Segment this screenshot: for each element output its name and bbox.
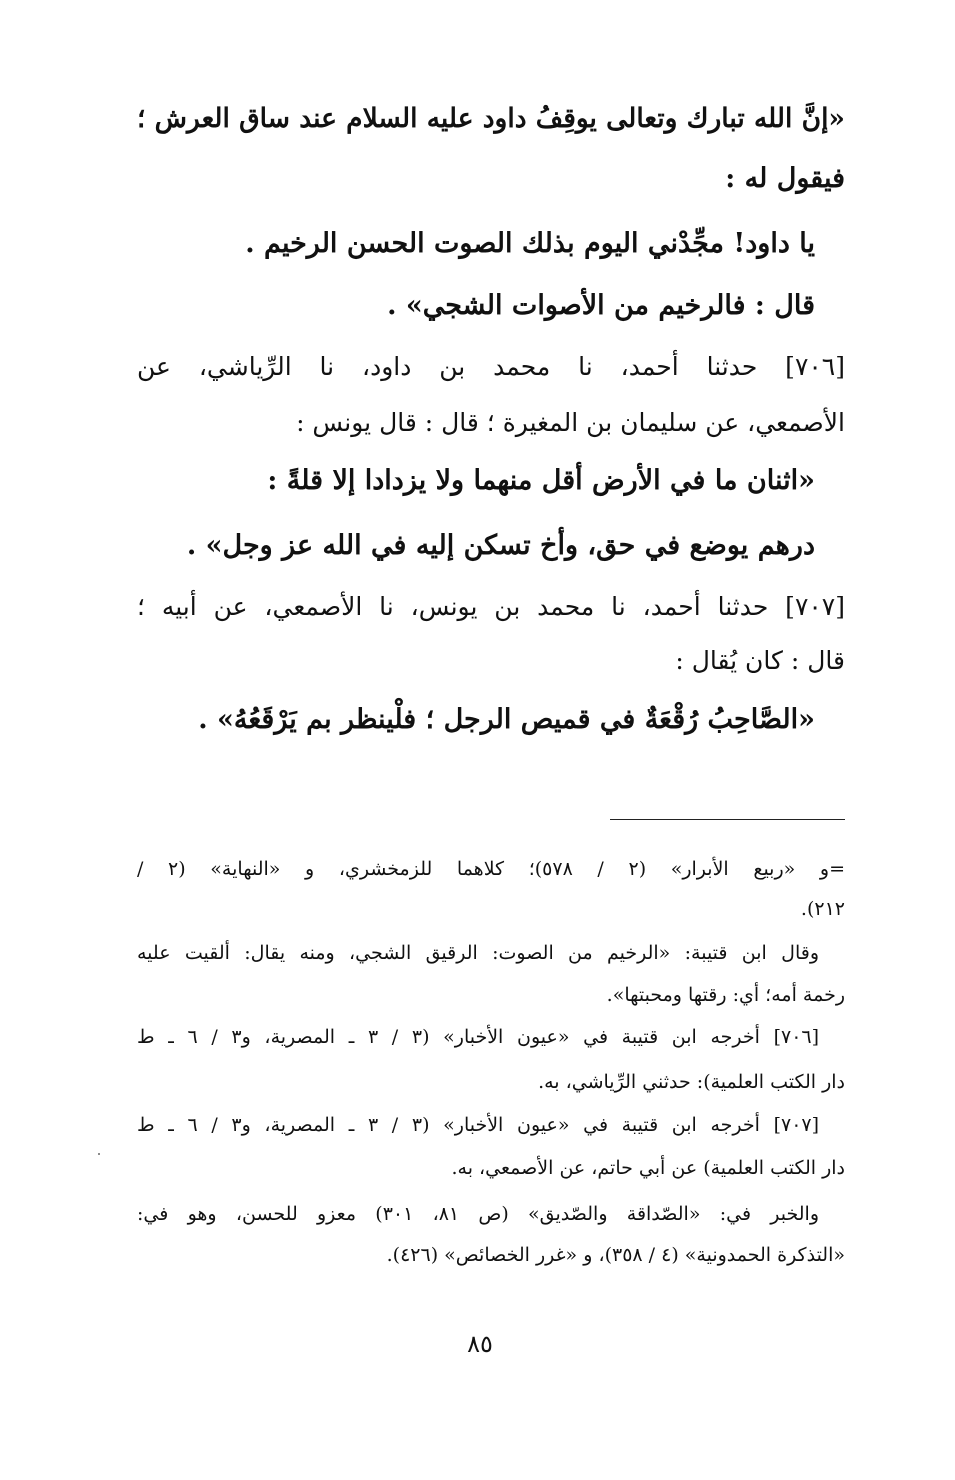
footnote-line-9: والخبر في: «الصّداقة والصّديق» (ص ٨١، ٣٠١) معزو للحسن، وهو في: xyxy=(137,1203,820,1225)
footnote-line-6: دار الكتب العلمية): حدثني الرِّياشي، به. xyxy=(538,1071,845,1093)
main-text-line-11: «الصَّاحِبُ رُقْعَةٌ في قميص الرجل ؛ فلْينظر بم يَرْقَعُهُ» . xyxy=(198,704,815,735)
main-text-line-4: قال : فالرخيم من الأصوات الشجي» . xyxy=(387,290,815,321)
footnote-line-10: «التذكرة الحمدونية» (٤ / ٣٥٨)، و «غرر الخصائص» (٤٢٦). xyxy=(386,1244,845,1266)
main-text-line-6: الأصمعي، عن سليمان بن المغيرة ؛ قال : قال يونس : xyxy=(296,408,845,437)
main-text-line-7: «اثنان ما في الأرض أقل منهما ولا يزدادا إلا قلةً : xyxy=(267,465,815,496)
footnote-line-7: [٧٠٧] أخرجه ابن قتيبة في «عيون الأخبار» (٣ / ٣ ـ المصرية، و٣ / ٦ ـ ط xyxy=(137,1114,820,1136)
main-text-line-3: يا داود! مجِّدْني اليوم بذلك الصوت الحسن الرخيم . xyxy=(245,228,815,259)
page-number: ٨٥ xyxy=(467,1330,493,1358)
main-text-line-8: درهم يوضع في حق، وأخ تسكن إليه في الله عز وجل» . xyxy=(186,530,815,561)
footnote-line-8: دار الكتب العلمية) عن أبي حاتم، عن الأصمعي، به. xyxy=(451,1157,845,1179)
footnote-line-2: ٢١٢). xyxy=(800,898,845,920)
footnote-line-1: =و «ربيع الأبرار» (٢ / ٥٧٨)؛ كلاهما للزمخشري، و «النهاية» (٢ / xyxy=(137,858,845,880)
footnote-separator xyxy=(610,819,845,820)
scan-speck xyxy=(98,1153,100,1155)
footnote-line-3: وقال ابن قتيبة: «الرخيم من الصوت: الرقيق الشجي، ومنه يقال: ألقيت عليه xyxy=(137,942,819,964)
main-text-line-5: [٧٠٦] حدثنا أحمد، نا محمد بن داود، نا الرِّياشي، عن xyxy=(137,352,845,381)
main-text-line-1: «إنَّ الله تبارك وتعالى يوقِفُ داود عليه السلام عند ساق العرش ؛ xyxy=(137,103,845,134)
main-text-line-10: قال : كان يُقال : xyxy=(675,646,845,675)
main-text-line-2: فيقول له : xyxy=(725,163,845,194)
main-text-line-9: [٧٠٧] حدثنا أحمد، نا محمد بن يونس، نا الأصمعي، عن أبيه ؛ xyxy=(137,592,845,621)
footnote-line-5: [٧٠٦] أخرجه ابن قتيبة في «عيون الأخبار» (٣ / ٣ ـ المصرية، و٣ / ٦ ـ ط xyxy=(137,1026,820,1048)
footnote-line-4: رخمة أمه؛ أي: رقتها ومحبتها». xyxy=(606,984,845,1006)
